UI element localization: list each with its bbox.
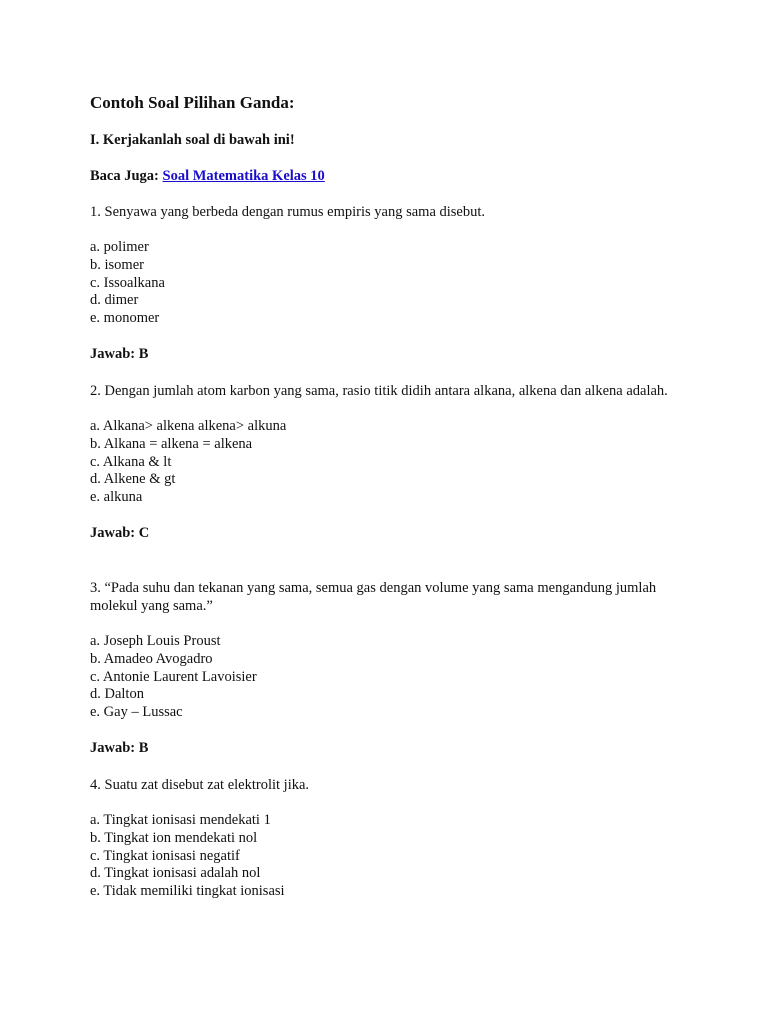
option-e: e. Tidak memiliki tingkat ionisasi xyxy=(90,883,285,900)
answer-text: Jawab: C xyxy=(90,524,150,541)
option-a: a. polimer xyxy=(90,239,149,255)
option-list xyxy=(90,633,690,722)
option-d: d. Tingkat ionisasi adalah nol xyxy=(90,865,261,882)
option-e: e. monomer xyxy=(90,310,160,327)
option-d: d. Dalton xyxy=(90,686,144,703)
option-c: c. Tingkat ionisasi negatif xyxy=(90,847,240,864)
option-c: c. Issoalkana xyxy=(90,274,165,291)
question-block-3 xyxy=(90,579,690,757)
document-page xyxy=(90,92,690,900)
question-text: 3. “Pada suhu dan tekanan yang sama, semua gas dengan volume yang sama mengandung jumlah molekul yang sama.” xyxy=(90,580,657,614)
option-b: b. Alkana = alkena = alkena xyxy=(90,435,253,452)
option-e: e. alkuna xyxy=(90,489,143,506)
option-e: e. Gay – Lussac xyxy=(90,704,183,721)
option-b: b. Amadeo Avogadro xyxy=(90,650,213,667)
option-a: a. Joseph Louis Proust xyxy=(90,633,221,649)
option-b: b. Tingkat ion mendekati nol xyxy=(90,829,258,846)
option-list xyxy=(90,812,690,901)
option-list xyxy=(90,239,690,328)
question-block-4 xyxy=(90,776,690,901)
option-c: c. Alkana & lt xyxy=(90,453,172,470)
option-c: c. Antonie Laurent Lavoisier xyxy=(90,668,257,685)
option-d: d. Alkene & gt xyxy=(90,471,176,488)
see-also-link[interactable]: Soal Matematika Kelas 10 xyxy=(162,168,325,184)
option-b: b. isomer xyxy=(90,256,144,273)
option-a: a. Alkana> alkena alkena> alkuna xyxy=(90,418,287,434)
answer-text: Jawab: B xyxy=(90,345,149,362)
question-text: 1. Senyawa yang berbeda dengan rumus empiris yang sama disebut. xyxy=(90,204,486,220)
question-block-2 xyxy=(90,382,690,542)
question-text: 4. Suatu zat disebut zat elektrolit jika. xyxy=(90,777,310,793)
answer-text: Jawab: B xyxy=(90,739,149,756)
instruction-heading: I. Kerjakanlah soal di bawah ini! xyxy=(90,132,295,148)
question-block-1 xyxy=(90,203,690,363)
document-title: Contoh Soal Pilihan Ganda: xyxy=(90,93,295,112)
option-d: d. dimer xyxy=(90,292,139,309)
see-also-label: Baca Juga: xyxy=(90,168,159,184)
question-text: 2. Dengan jumlah atom karbon yang sama, rasio titik didih antara alkana, alkena dan alkena adalah. xyxy=(90,383,668,399)
option-list xyxy=(90,418,690,507)
option-a: a. Tingkat ionisasi mendekati 1 xyxy=(90,812,271,828)
see-also xyxy=(90,166,325,186)
